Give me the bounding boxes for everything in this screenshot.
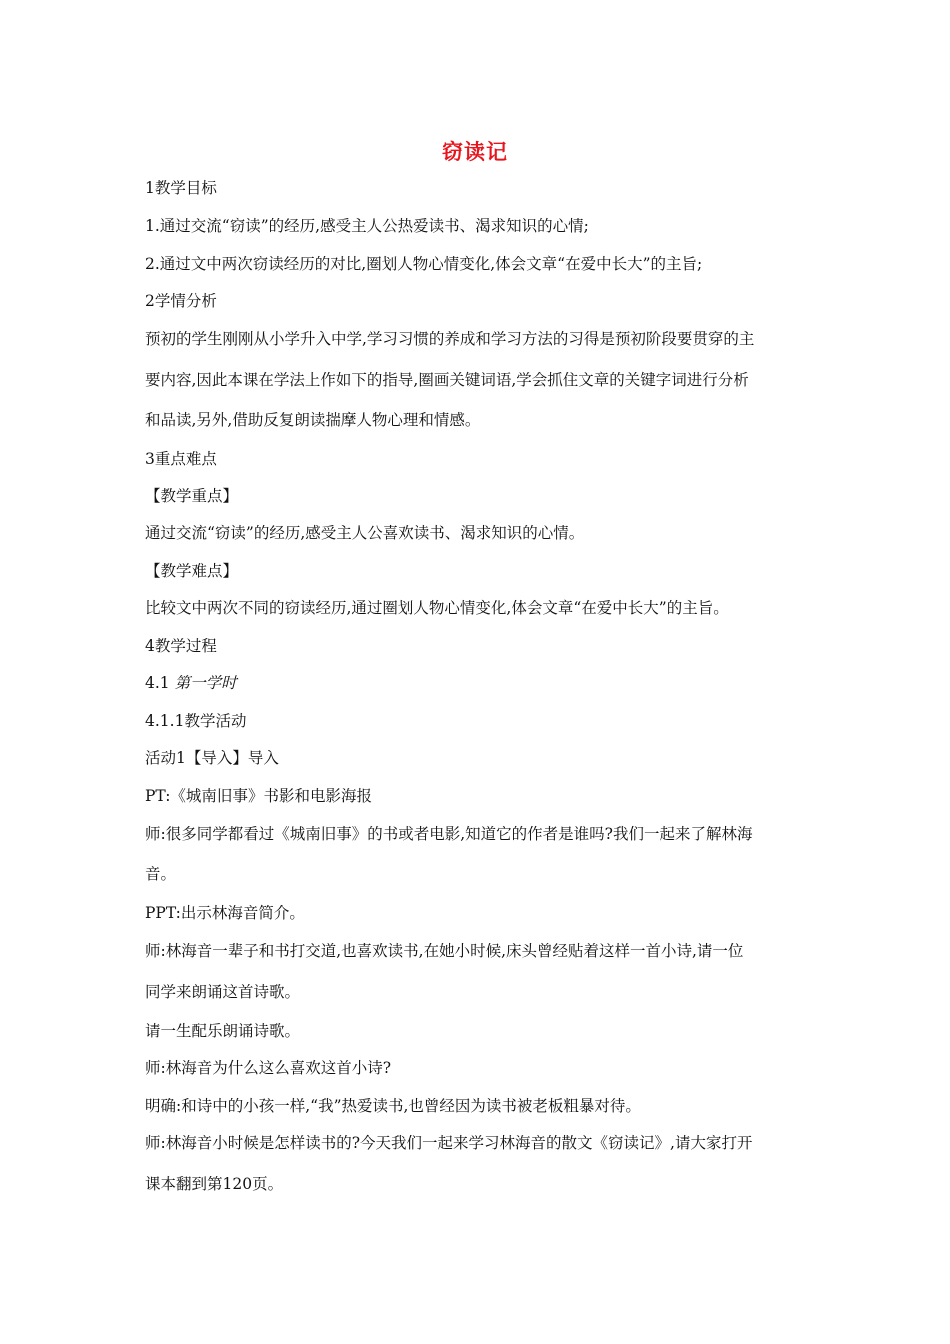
paragraph-line: 师:林海音一辈子和书打交道,也喜欢读书,在她小时候,床头曾经贴着这样一首小诗,请一位 <box>145 942 744 960</box>
paragraph-line: 通过交流“窃读”的经历,感受主人公喜欢读书、渴求知识的心情。 <box>145 524 585 542</box>
paragraph-line: 音。 <box>145 865 177 883</box>
paragraph-line: 比较文中两次不同的窃读经历,通过圈划人物心情变化,体会文章“在爱中长大”的主旨。 <box>145 599 729 617</box>
subsection-number: 4.1 <box>145 674 170 692</box>
section-heading-analysis: 2学情分析 <box>145 292 217 310</box>
paragraph-line: PPT:出示林海音简介。 <box>145 904 305 922</box>
subsubsection-heading: 4.1.1教学活动 <box>145 712 247 730</box>
paragraph-line: 课本翻到第120页。 <box>145 1175 284 1193</box>
subheading-key-point: 【教学重点】 <box>145 487 239 505</box>
paragraph-line: 和品读,另外,借助反复朗读揣摩人物心理和情感。 <box>145 411 481 429</box>
paragraph-line: 同学来朗诵这首诗歌。 <box>145 983 301 1001</box>
goal-item-1: 1.通过交流“窃读”的经历,感受主人公热爱读书、渴求知识的心情; <box>145 217 589 235</box>
section-heading-goals: 1教学目标 <box>145 179 217 197</box>
subheading-difficulty: 【教学难点】 <box>145 562 239 580</box>
paragraph-line: 预初的学生刚刚从小学升入中学,学习习惯的养成和学习方法的习得是预初阶段要贯穿的主 <box>145 330 755 348</box>
subsection-title: 第一学时 <box>174 674 237 692</box>
subsection-heading <box>145 673 815 693</box>
paragraph-line: 师:林海音为什么这么喜欢这首小诗? <box>145 1059 392 1077</box>
section-heading-process: 4教学过程 <box>145 637 217 655</box>
paragraph-line: 要内容,因此本课在学法上作如下的指导,圈画关键词语,学会抓住文章的关键字词进行分析 <box>145 371 749 389</box>
paragraph-line: PT:《城南旧事》书影和电影海报 <box>145 787 372 805</box>
paragraph-line: 请一生配乐朗诵诗歌。 <box>145 1022 301 1040</box>
activity-heading: 活动1【导入】导入 <box>145 749 279 767</box>
section-heading-key-points: 3重点难点 <box>145 450 217 468</box>
document-title: 窃读记 <box>442 140 508 164</box>
paragraph-line: 明确:和诗中的小孩一样,“我”热爱读书,也曾经因为读书被老板粗暴对待。 <box>145 1097 641 1115</box>
goal-item-2: 2.通过文中两次窃读经历的对比,圈划人物心情变化,体会文章“在爱中长大”的主旨; <box>145 255 703 273</box>
paragraph-line: 师:很多同学都看过《城南旧事》的书或者电影,知道它的作者是谁吗?我们一起来了解林海 <box>145 825 753 843</box>
paragraph-line: 师:林海音小时候是怎样读书的?今天我们一起来学习林海音的散文《窃读记》,请大家打开 <box>145 1134 753 1152</box>
